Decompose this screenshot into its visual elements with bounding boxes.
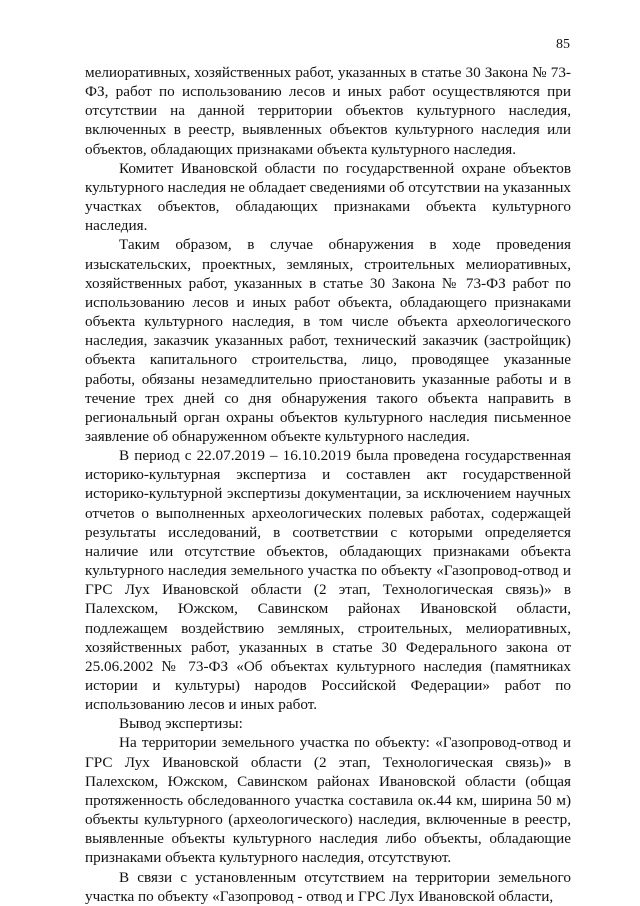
paragraph-1: мелиоративных, хозяйственных работ, указанных в статье 30 Закона № 73-ФЗ, работ по использованию лесов и иных работ осуществляются при отсутствии на данной территории объектов культурного наследия, включенных в реестр, выявленных объектов культурного наследия или объектов, обладающих признаками объекта культурного наследия. xyxy=(85,64,571,158)
paragraph-3: Таким образом, в случае обнаружения в ходе проведения изыскательских, проектных, земляных, строительных мелиоративных, хозяйственных работ, указанных в статье 30 Закона № 73-ФЗ работ по использованию лесов и иных работ объекта, обладающего признаками объекта культурного наследия, в том числе объекта археологического наследия, заказчик указанных работ, технический заказчик (застройщик) объекта капитального строительства, лицо, проводящее указанные работы, обязаны незамедлительно приостановить указанные работы и в течение трех дней со дня обнаружения такого объекта направить в региональный орган охраны объектов культурного наследия письменное заявление об обнаруженном объекте культурного наследия. xyxy=(85,236,571,445)
paragraph-5: Вывод экспертизы: xyxy=(119,715,243,733)
paragraph-4: В период с 22.07.2019 – 16.10.2019 была проведена государственная историко-культурная экспертиза и составлен акт государственной историко-культурной экспертизы документации, за исключением научных отчетов о выполненных археологических полевых работах, содержащей результаты исследований, в соответствии с которыми определяется наличие или отсутствие объектов, обладающих признаками объекта культурного наследия земельного участка по объекту «Газопровод-отвод и ГРС Лух Ивановской области (2 этап, Технологическая связь)» в Палехском, Южском, Савинском районах Ивановской области, подлежащем воздействию земляных, строительных, мелиоративных, хозяйственных работ, указанных в статье 30 Федерального закона от 25.06.2002 № 73-ФЗ «Об объектах культурного наследия (памятниках истории и культуры) народов Российской Федерации» работ по использованию лесов и иных работ. xyxy=(85,447,571,714)
body-text xyxy=(85,63,571,906)
paragraph-2: Комитет Ивановской области по государственной охране объектов культурного наследия не обладает сведениями об отсутствии на указанных участках объектов, обладающих признаками объекта культурного наследия. xyxy=(85,159,571,235)
paragraph-7: В связи с установленным отсутствием на территории земельного участка по объекту «Газопровод - отвод и ГРС Лух Ивановской области, xyxy=(85,868,571,905)
paragraph-6: На территории земельного участка по объекту: «Газопровод-отвод и ГРС Лух Ивановской области (2 этап, Технологическая связь)» в Палехском, Южском, Савинском районах Ивановской области (общая протяженность обследованного участка составила ок.44 км, ширина 50 м) объекты культурного (археологического) наследия, включенные в реестр, выявленные объекты культурного наследия либо объекты, обладающие признаками объекта культурного наследия, отсутствуют. xyxy=(85,734,571,867)
page-number: 85 xyxy=(556,37,570,52)
